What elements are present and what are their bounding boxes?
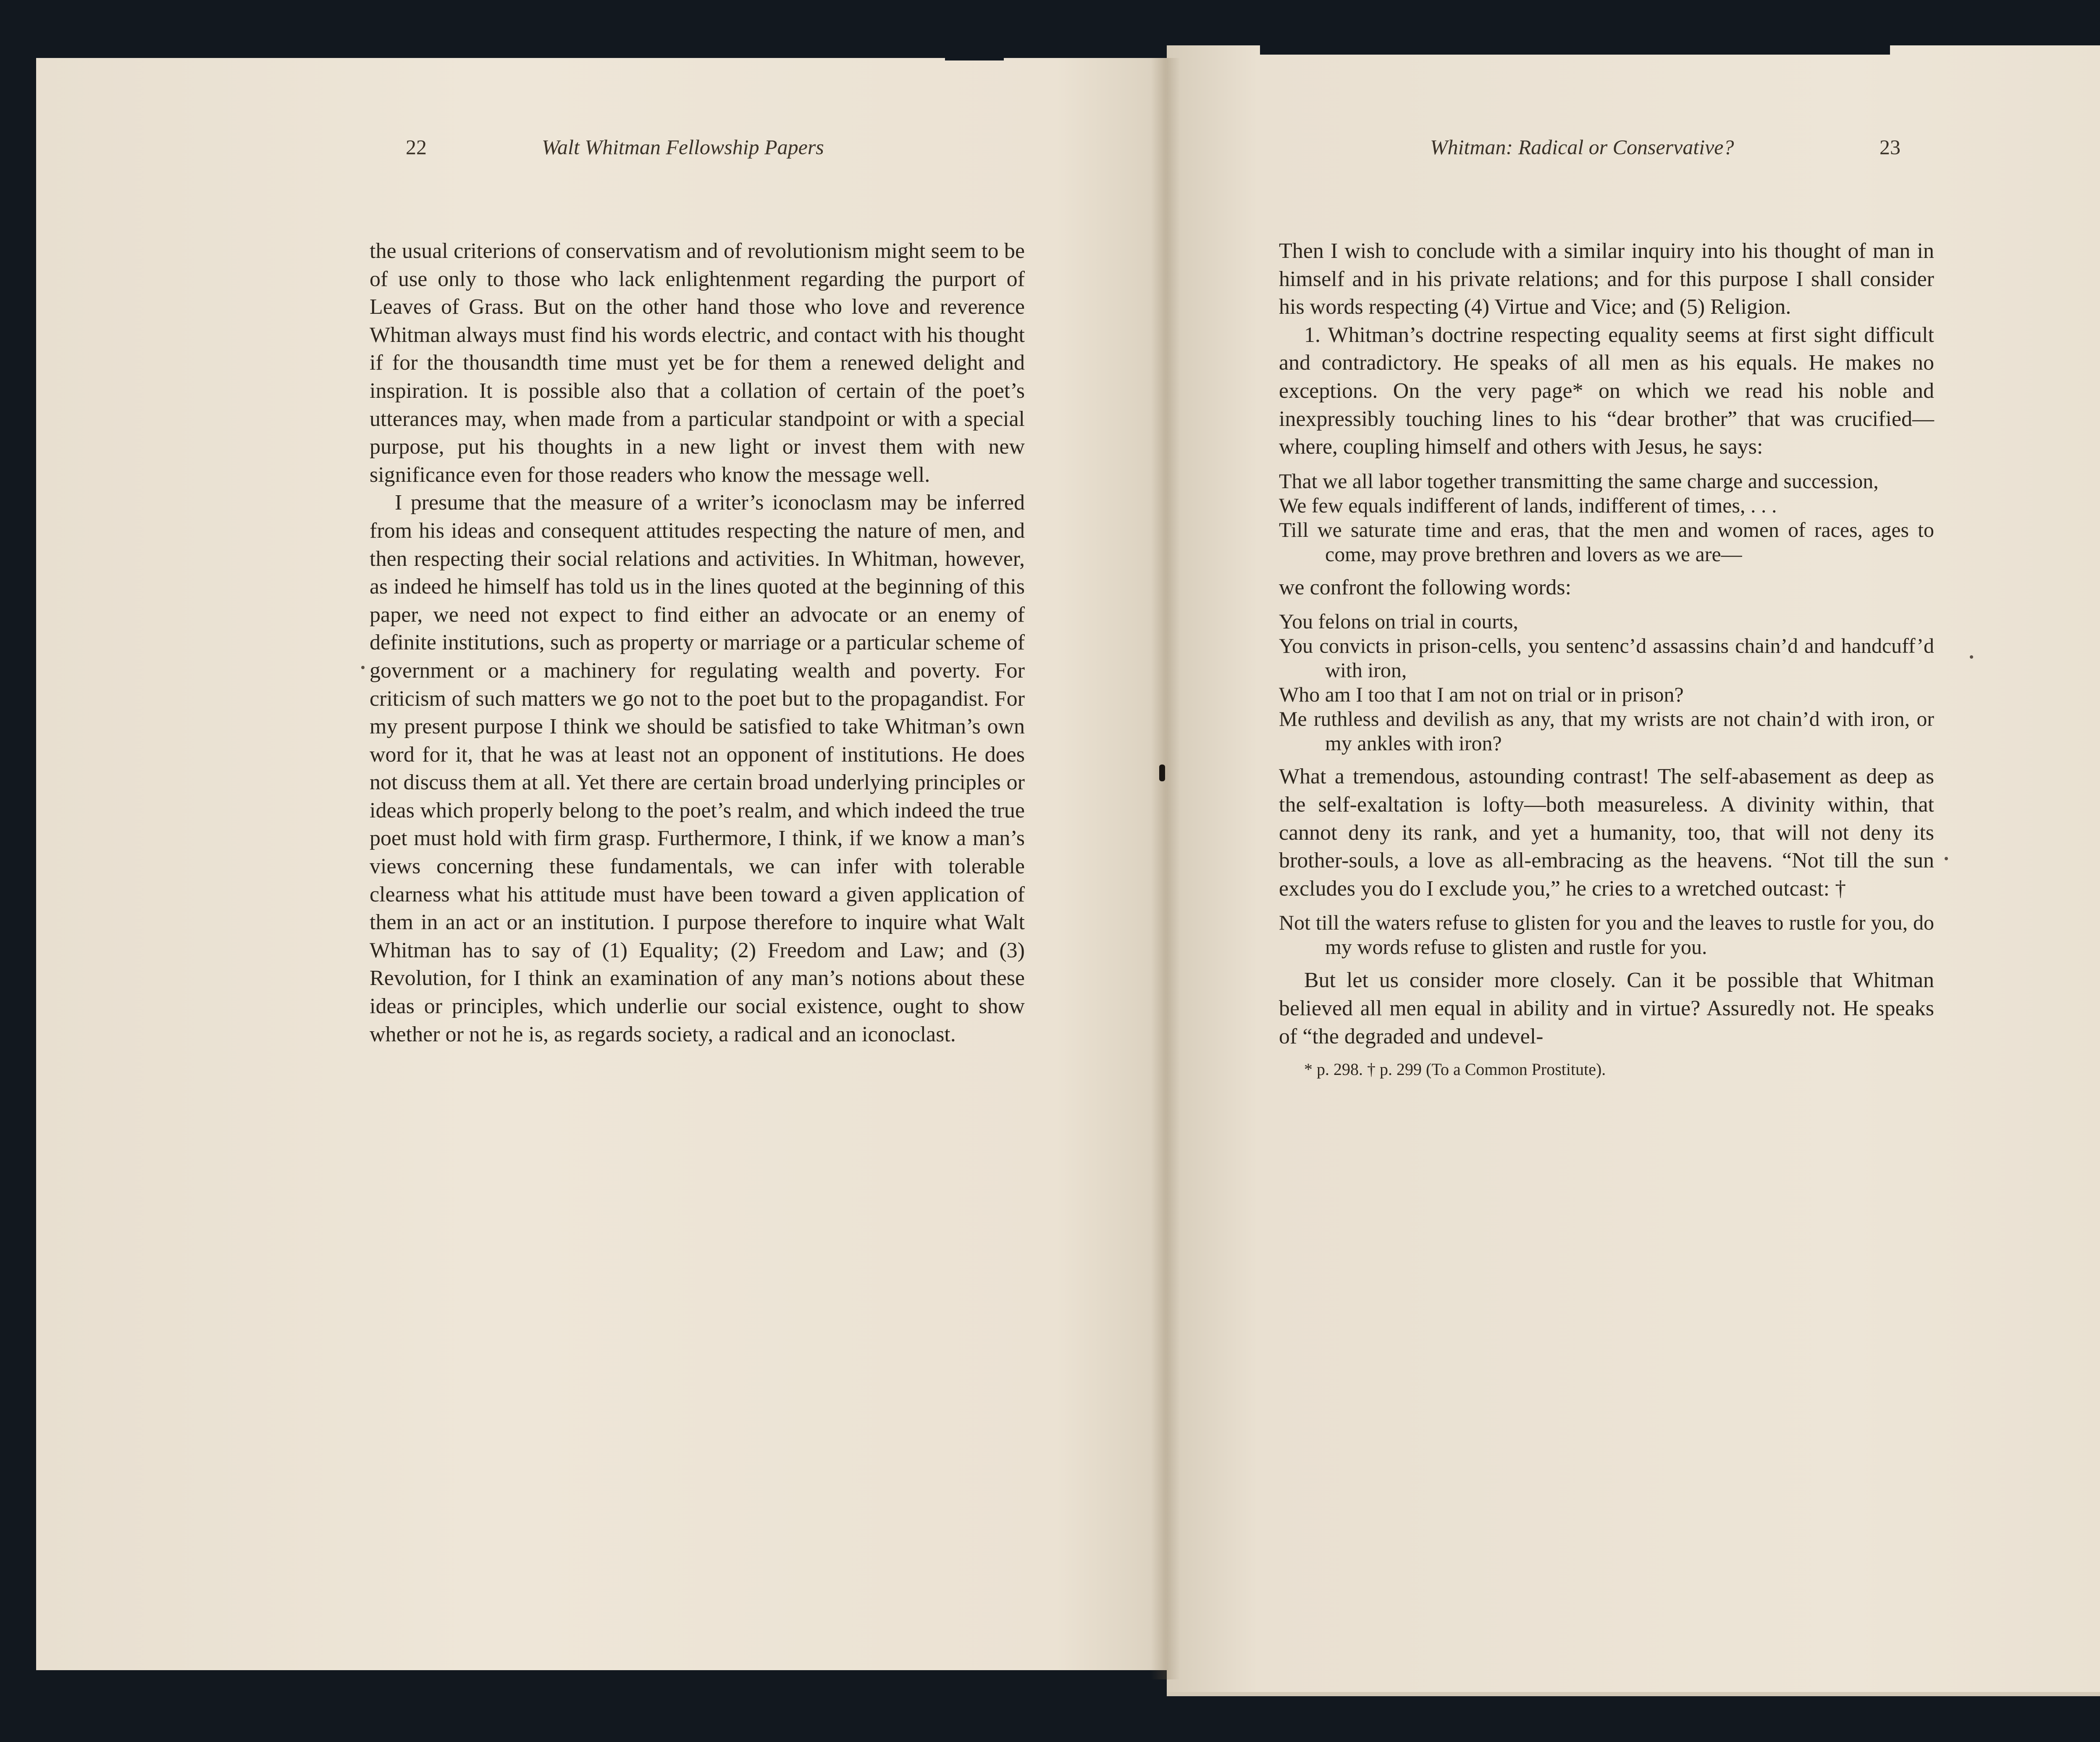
page-number-left: 22 bbox=[406, 135, 427, 159]
paragraph: But let us consider more closely. Can it be possible that Whitman believed all men equal in ability and in virtue? Assuredly not. He speaks of “the degraded and undevel- bbox=[1279, 968, 1934, 1048]
verse-quote bbox=[1279, 910, 1934, 959]
paper-speck bbox=[1945, 857, 1948, 860]
paragraph: What a tremendous, astounding contrast! The self-abasement as deep as the self-exaltation is lofty—both measureless. A divinity within, that cannot deny its rank, and yet a humanity, too, that will not deny its brother-souls, a love as all-embracing as the heavens. “Not till the sun excludes you do I exclude you,” he cries to a wretched outcast: † bbox=[1279, 765, 1934, 901]
verse-line: You felons on trial in courts, bbox=[1279, 610, 1518, 633]
paragraph: I presume that the measure of a writer’s iconoclasm may be inferred from his ideas and consequent attitudes respecting the nature of men, and then respecting their social relations and activities. In Whitman, however, as indeed he himself has told us in the lines quoted at the beginning of this paper, we need not expect to find either an advocate or an enemy of definite institutions, such as property or marriage or a particular scheme of government or a machinery for regulating wealth and poverty. For criticism of such matters we go not to the poet but to the propagandist. For my present purpose I think we should be satisfied to take Whitman’s own word for it, that he was at least not an opponent of institutions. He does not discuss them at all. Yet there are certain broad underlying principles or ideas which properly belong to the poet’s realm, and which indeed the true poet must hold with firm grasp. Furthermore, I think, if we know a man’s views concerning these fundamentals, we can infer with tolerable clearness what his attitude must have been toward a given application of them in an act or an institution. I purpose therefore to inquire what Walt Whitman has to say of (1) Equality; (2) Freedom and Law; and (3) Revolution, for I think an examination of any man’s notions about these ideas or principles, which underlie our social existence, ought to show whether or not he is, as regards society, a radical and an iconoclast. bbox=[370, 491, 1025, 1046]
paragraph: Then I wish to conclude with a similar inquiry into his thought of man in himself and in his private relations; and for this purpose I shall consider his words respecting (4) Virtue and Vice; and (5) Religion. bbox=[1279, 239, 1934, 319]
paragraph: we confront the following words: bbox=[1279, 575, 1572, 599]
paper-speck bbox=[1970, 655, 1973, 659]
right-running-head bbox=[1279, 134, 1934, 185]
paragraph: the usual criterions of conservatism and of revolutionism might seem to be of use only to those who lack enlightenment regarding the purport of Leaves of Grass. But on the other hand those who love and reverence Whitman always must find his words electric, and contact with his thought if for the thousandth time must yet be for them a renewed delight and inspiration. It is possible also that a collation of certain of the poet’s utterances may, when made from a particular standpoint or with a special purpose, put his thoughts in a new light or invest them with new significance even for those readers who know the message well. bbox=[370, 239, 1025, 487]
footnote: * p. 298. † p. 299 (To a Common Prostitute). bbox=[1304, 1060, 1606, 1079]
torn-edge bbox=[945, 50, 1004, 60]
verse-quote bbox=[1279, 469, 1934, 566]
verse-line: Who am I too that I am not on trial or in prison? bbox=[1279, 683, 1684, 707]
verse-line: We few equals indifferent of lands, indifferent of times, . . . bbox=[1279, 493, 1777, 517]
paper-speck bbox=[361, 666, 365, 669]
torn-edge-right bbox=[1260, 40, 1890, 55]
left-running-head bbox=[370, 134, 1025, 185]
verse-line: That we all labor together transmitting the same charge and succession, bbox=[1279, 469, 1879, 493]
right-page-body bbox=[1279, 237, 1934, 1080]
binding-hole bbox=[1159, 765, 1165, 781]
running-head-left: Walt Whitman Fellowship Papers bbox=[542, 135, 824, 159]
left-page-body bbox=[370, 237, 1025, 1048]
verse-quote bbox=[1279, 609, 1934, 755]
paragraph: 1. Whitman’s doctrine respecting equality seems at first sight difficult and contradictory. He speaks of all men as his equals. He makes no exceptions. On the very page* on which we read his noble and inexpressibly touching lines to his “dear brother” that was crucified—where, coupling himself and others with Jesus, he says: bbox=[1279, 323, 1934, 459]
book-gutter bbox=[1151, 58, 1180, 1679]
verse-line: You convicts in prison-cells, you sentenc’d assassins chain’d and handcuff’d with iron, bbox=[1279, 634, 1934, 682]
running-head-right: Whitman: Radical or Conservative? bbox=[1430, 135, 1734, 159]
verse-line: Till we saturate time and eras, that the men and women of races, ages to come, may prove brethren and lovers as we are— bbox=[1279, 518, 1934, 566]
verse-line: Not till the waters refuse to glisten for you and the leaves to rustle for you, do my words refuse to glisten and rustle for you. bbox=[1279, 911, 1934, 959]
page-number-right: 23 bbox=[1880, 135, 1900, 159]
verse-line: Me ruthless and devilish as any, that my wrists are not chain’d with iron, or my ankles with iron? bbox=[1279, 707, 1934, 755]
